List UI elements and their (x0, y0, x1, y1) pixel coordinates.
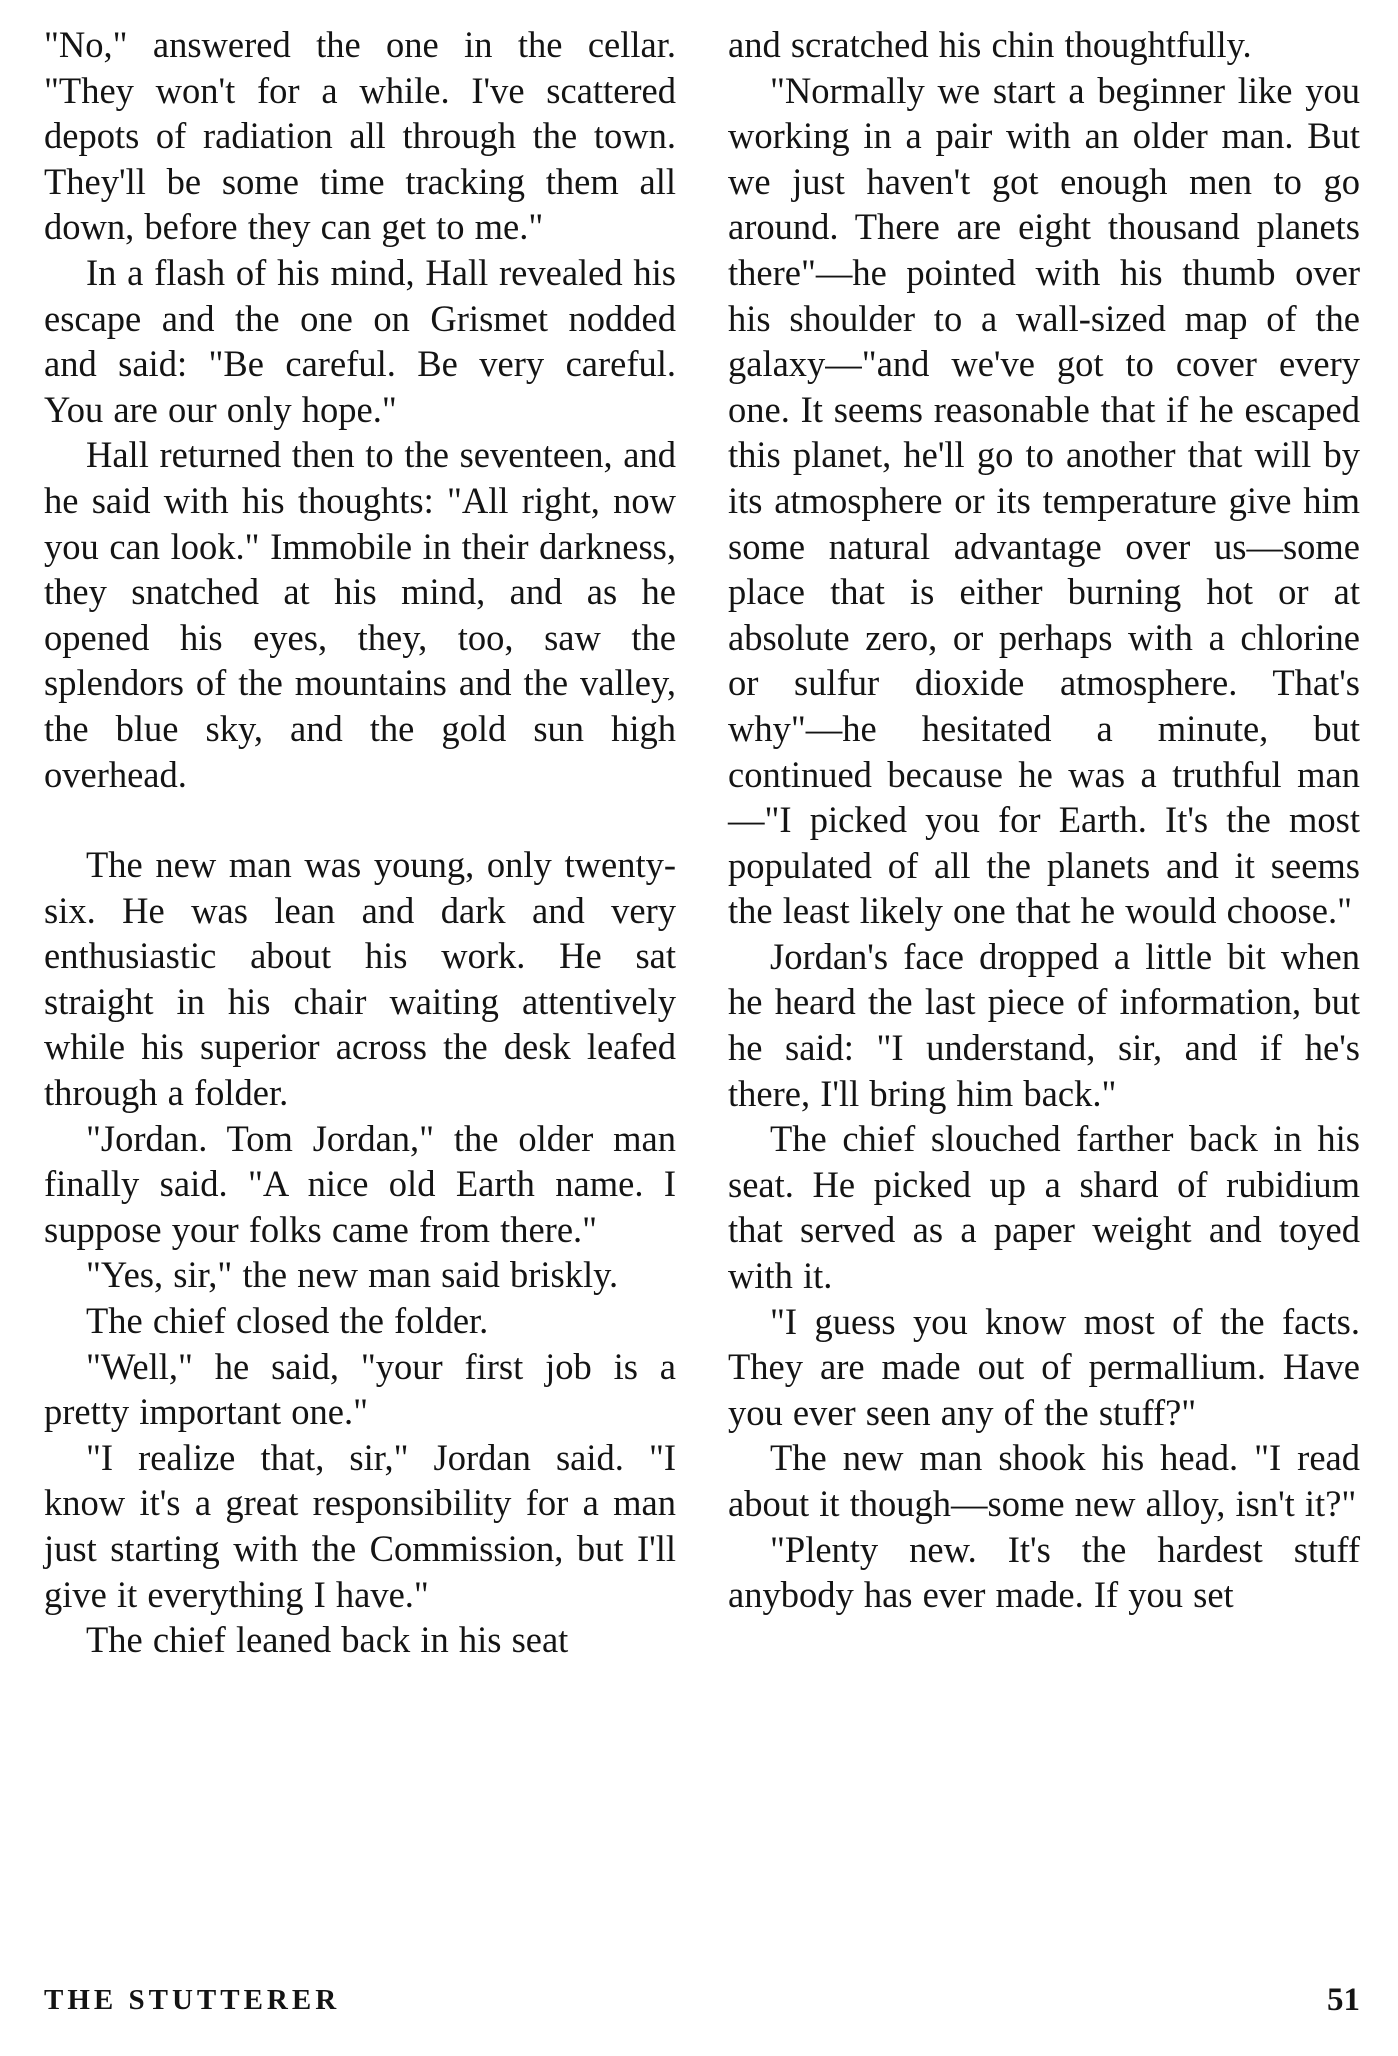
paragraph: Hall returned then to the seventeen, and he said with his thoughts: "All right, now you can look." Immobile in their darkness, they snatched at his mind, and as he opened his eyes, they, too, saw the splendors of the mountains and the valley, the blue sky, and the gold sun high overhead. (44, 434, 676, 795)
page-number: 51 (1327, 1982, 1360, 2018)
paragraph: The chief leaned back in his seat (86, 1619, 569, 1661)
paragraph: "Plenty new. It's the hardest stuff anybody has ever made. If you set (728, 1528, 1360, 1616)
paragraph: Jordan's face dropped a little bit when he heard the last piece of information, but he said: "I understand, sir, and if he's there, I'll bring him back." (728, 935, 1360, 1114)
page-footer (44, 1978, 1360, 2022)
paragraph-section-start: The new man was young, only twenty-six. He was lean and dark and very enthusiastic about his work. He sat straight in his chair waiting attentively while his superior across the desk leafed through a folder. (44, 844, 676, 1114)
paragraph: The chief slouched farther back in his seat. He picked up a shard of rubidium that served as a paper weight and toyed with it. (728, 1118, 1360, 1297)
paragraph: "Normally we start a beginner like you working in a pair with an older man. But we just haven't got enough men to go around. There are eight thousand planets there"—he pointed with his thumb over his shoulder to a wall-sized map of the galaxy—"and we've got to cover every one. It seems reasonable that if he escaped this planet, he'll go to another that will by its atmosphere or its temperature give him some natural advantage over us—some place that is either burning hot or at absolute zero, or perhaps with a chlorine or sulfur dioxide atmosphere. That's why"—he hesitated a minute, but continued because he was a truthful man—"I picked you for Earth. It's the most populated of all the planets and it seems the least likely one that he would choose." (728, 69, 1360, 932)
paragraph: "I realize that, sir," Jordan said. "I know it's a great responsibility for a man just starting with the Commission, but I'll give it everything I have." (44, 1436, 676, 1615)
paragraph: and scratched his chin thoughtfully. (728, 24, 1252, 65)
right-column (728, 22, 1360, 1618)
paragraph: "Yes, sir," the new man said briskly. (86, 1254, 619, 1296)
paragraph: "No," answered the one in the cellar. "They won't for a while. I've scattered depots of radiation all through the town. They'll be some time tracking them all down, before they can get to me." (44, 24, 676, 248)
paragraph: "I guess you know most of the facts. They are made out of permallium. Have you ever seen any of the stuff?" (728, 1300, 1360, 1433)
running-head: THE STUTTERER (44, 1984, 341, 2016)
left-column (44, 22, 676, 1663)
paragraph: The new man shook his head. "I read about it though—some new alloy, isn't it?" (728, 1437, 1360, 1524)
paragraph: The chief closed the folder. (86, 1300, 489, 1342)
paragraph: "Jordan. Tom Jordan," the older man finally said. "A nice old Earth name. I suppose your folks came from there." (44, 1117, 676, 1250)
paragraph: "Well," he said, "your first job is a pretty important one." (44, 1345, 676, 1433)
paragraph: In a flash of his mind, Hall revealed his escape and the one on Grismet nodded and said: "Be careful. Be very careful. You are our only hope." (44, 251, 676, 430)
